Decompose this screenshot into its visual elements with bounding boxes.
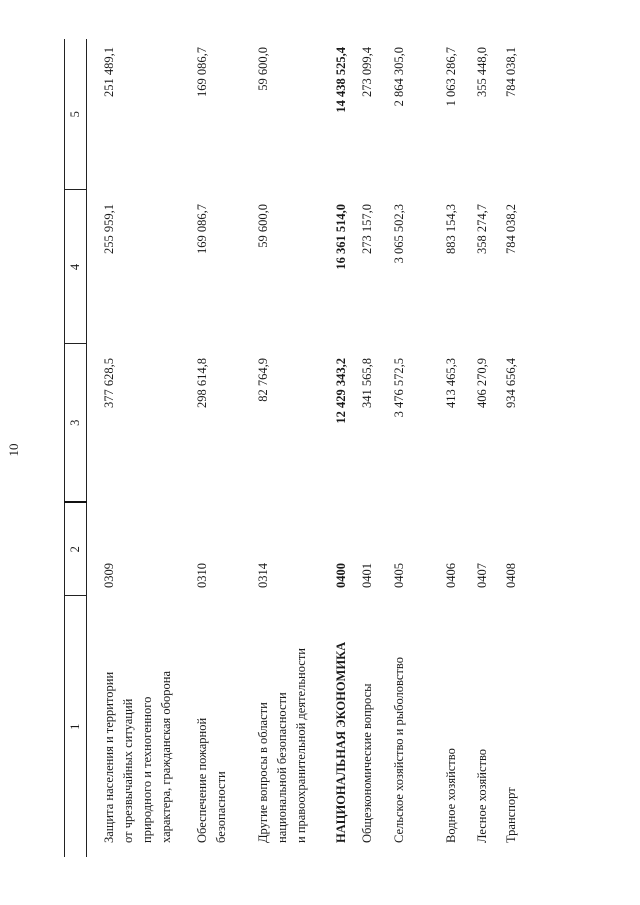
row-value-col3: 934 656,4 — [504, 358, 518, 408]
row-name: Другие вопросы в области национальной безопасности и правоохранительной деятельности — [256, 648, 308, 843]
table-row — [495, 39, 522, 857]
row-value-col3: 341 565,8 — [360, 358, 374, 408]
row-value-col4: 255 959,1 — [102, 204, 116, 254]
table-row — [437, 39, 467, 857]
row-value-col4: 16 361 514,0 — [334, 204, 348, 270]
row-code: 0401 — [360, 563, 374, 588]
row-value-col4: 358 274,7 — [475, 204, 489, 254]
table-row-section-total — [320, 39, 355, 857]
column-header-1: 1 — [65, 596, 87, 857]
page-number: 10 — [6, 443, 21, 457]
row-value-col4: 59 600,0 — [256, 204, 270, 248]
column-header-5: 5 — [65, 39, 87, 190]
column-header-4: 4 — [65, 190, 87, 344]
row-name: Лесное хозяйство — [475, 748, 489, 843]
row-value-col4: 169 086,7 — [195, 204, 209, 254]
table-row — [385, 39, 437, 857]
table-header-row — [65, 39, 87, 857]
row-value-col3: 82 764,9 — [256, 358, 270, 402]
row-value-col5: 14 438 525,4 — [334, 47, 348, 113]
row-value-col4: 3 065 502,3 — [392, 204, 406, 264]
row-value-col3: 413 465,3 — [444, 358, 458, 408]
row-name: Защита населения и территории от чрезвычайных ситуаций природного и техногенного характера, гражданская оборона — [102, 670, 173, 843]
row-value-col5: 1 063 286,7 — [444, 47, 458, 107]
row-name: НАЦИОНАЛЬНАЯ ЭКОНОМИКА — [334, 641, 348, 843]
row-value-col5: 784 038,1 — [504, 47, 518, 97]
row-value-col5: 355 448,0 — [475, 47, 489, 97]
row-value-col5: 251 489,1 — [102, 47, 116, 97]
column-header-3: 3 — [65, 344, 87, 502]
row-value-col3: 377 628,5 — [102, 358, 116, 408]
row-value-col5: 59 600,0 — [256, 47, 270, 91]
row-value-col5: 2 864 305,0 — [392, 47, 406, 107]
table-row — [181, 39, 242, 857]
row-value-col3: 298 614,8 — [195, 358, 209, 408]
table-row — [467, 39, 495, 857]
row-code: 0406 — [444, 563, 458, 588]
row-name: Водное хозяйство — [444, 748, 458, 843]
row-code: 0408 — [504, 563, 518, 588]
row-value-col3: 3 476 572,5 — [392, 358, 406, 418]
row-value-col5: 273 099,4 — [360, 47, 374, 97]
row-value-col3: 406 270,9 — [475, 358, 489, 408]
budget-table — [64, 39, 522, 857]
row-value-col3: 12 429 343,2 — [334, 358, 348, 424]
row-value-col5: 169 086,7 — [195, 47, 209, 97]
table-row — [242, 39, 320, 857]
table-row — [355, 39, 385, 857]
row-code: 0407 — [475, 563, 489, 588]
row-code: 0405 — [392, 563, 406, 588]
row-name: Сельское хозяйство и рыболовство — [392, 657, 406, 843]
table-row — [87, 39, 182, 857]
row-name: Транспорт — [504, 787, 518, 843]
row-name: Обеспечение пожарной безопасности — [195, 717, 228, 843]
row-value-col4: 273 157,0 — [360, 204, 374, 254]
row-value-col4: 883 154,3 — [444, 204, 458, 254]
row-code: 0400 — [334, 563, 348, 588]
column-header-2: 2 — [65, 502, 87, 596]
row-code: 0314 — [256, 563, 270, 588]
row-code: 0310 — [195, 563, 209, 588]
row-code: 0309 — [102, 563, 116, 588]
row-value-col4: 784 038,2 — [504, 204, 518, 254]
row-name: Общеэкономические вопросы — [360, 683, 374, 843]
